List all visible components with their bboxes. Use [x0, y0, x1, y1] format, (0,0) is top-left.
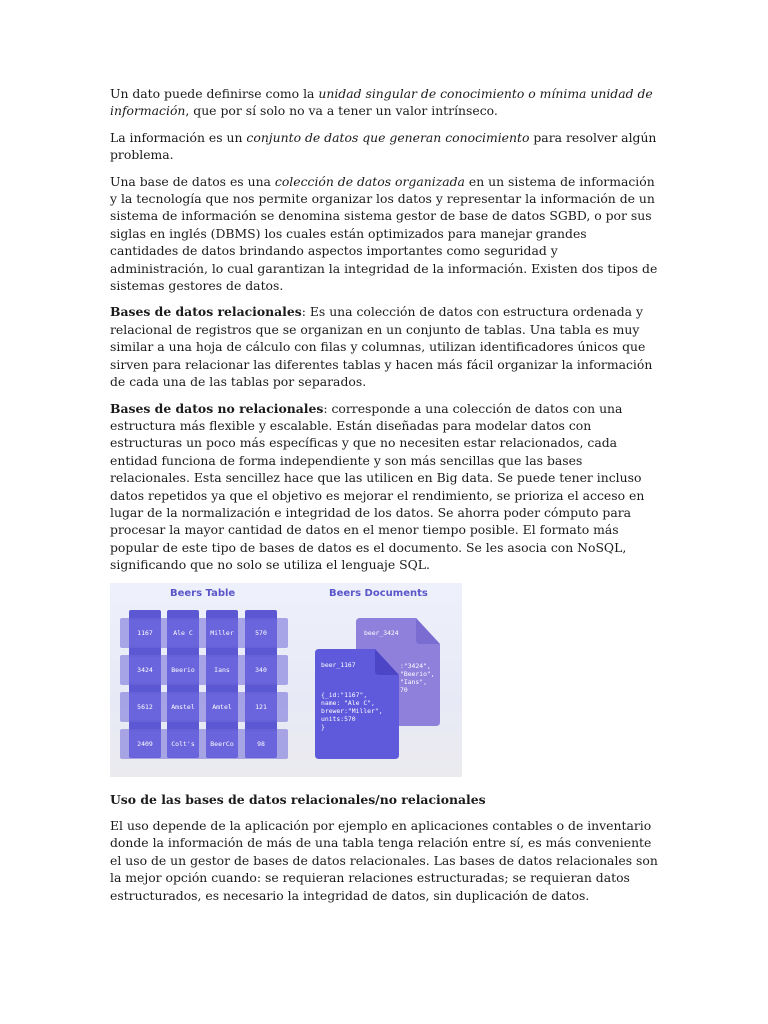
text: : Es una colección de datos con estructura ordenada y relacional de registros que se organizan en un conjunto de tablas. Una tabla es muy similar a una hoja de cálculo con filas y columnas, utilizan identificadores únicos que sirven para relacionar las diferentes tablas y hacen más fácil organizar la información de cada una de las tablas por separados.	[110, 304, 653, 390]
table-cell: Amstel	[167, 694, 199, 720]
beers-documents-title: Beers Documents	[329, 587, 428, 599]
document-back-label: beer_3424	[364, 628, 399, 637]
term-relacionales: Bases de datos relacionales	[110, 304, 302, 320]
table-cell: Miller	[206, 620, 238, 646]
paragraph-dato	[110, 85, 658, 120]
paragraph-no-relacionales	[110, 400, 658, 574]
text: : corresponde a una colección de datos con una estructura más flexible y escalable. Están diseñadas para modelar datos con estructuras un poco más específicas y que no necesiten estar relacionados, cada entidad funciona de forma independiente y son más sencillas que las bases relacionales. Esta sencillez hace que las utilicen en Big data. Se puede tener incluso datos repetidos ya que el objetivo es mejorar el rendimiento, se prioriza el acceso en lugar de la normalización e integridad de los datos. Se ahorra poder cómputo para procesar la mayor cantidad de datos en el menor tiempo posible. El formato más popular de este tipo de bases de datos es el documento. Se les asocia con NoSQL, significando que no solo se utiliza el lenguaje SQL.	[110, 400, 645, 573]
beers-table-title: Beers Table	[170, 587, 236, 599]
heading-text: Uso de las bases de datos relacionales/no relacionales	[110, 791, 486, 807]
document-front-label: beer_1167	[321, 660, 356, 669]
text: Una base de datos es una	[110, 173, 275, 189]
table-cell: 121	[245, 694, 277, 720]
table-cell: Ale C	[167, 620, 199, 646]
emphasis: colección de datos organizada	[274, 173, 465, 189]
paragraph-relacionales	[110, 303, 658, 390]
paragraph-uso: El uso depende de la aplicación por ejemplo en aplicaciones contables o de inventario donde la información de más de una tabla tenga relación entre sí, es más conveniente el uso de un gestor de bases de datos relacionales. Las bases de datos relacionales son la mejor opción cuando: se requieran relaciones estructuradas; se requieran datos estructurados, es necesario la integridad de datos, sin duplicación de datos.	[110, 817, 658, 903]
text: para resolver algún problema.	[110, 129, 657, 163]
document-body	[110, 85, 658, 913]
text: Un dato puede definirse como la	[110, 86, 319, 101]
table-cell: BeerCo	[206, 731, 238, 757]
emphasis: conjunto de datos que generan conocimiento	[246, 129, 530, 145]
section-heading	[110, 791, 658, 808]
document-back-body: :"3424", "Beerio", "Ians", 70	[400, 661, 435, 694]
beers-figure	[110, 583, 462, 777]
table-cell: Ians	[206, 657, 238, 683]
document-front-body: {_id:"1167", name: "Ale C", brewer:"Miller", units:570 }	[321, 690, 383, 731]
paragraph-base-de-datos	[110, 173, 658, 295]
text: La información es un	[110, 129, 247, 145]
table-cell: 340	[245, 657, 277, 683]
table-cell: Colt's	[167, 731, 199, 757]
table-cell: 2409	[129, 731, 161, 757]
table-cell: Beerio	[167, 657, 199, 683]
emphasis: unidad singular de conocimiento o mínima unidad de información	[110, 86, 653, 119]
table-cell: 5612	[129, 694, 161, 720]
table-cell: 98	[245, 731, 277, 757]
table-cell: 570	[245, 620, 277, 646]
table-cell: 1167	[129, 620, 161, 646]
term-no-relacionales: Bases de datos no relacionales	[110, 400, 324, 416]
table-cell: 3424	[129, 657, 161, 683]
table-cell: Amtel	[206, 694, 238, 720]
paragraph-informacion	[110, 129, 658, 164]
text: en un sistema de información y la tecnología que nos permite organizar los datos y representar la información de un sistema de información se denomina sistema gestor de base de datos SGBD, o por sus siglas en inglés (DBMS) los cuales están optimizados para manejar grandes cantidades de datos brindando aspectos importantes como seguridad y administración, lo cual garantizan la integridad de la información. Existen dos tipos de sistemas gestores de datos.	[110, 173, 658, 294]
text: , que por sí solo no va a tener un valor intrínseco.	[185, 103, 498, 119]
